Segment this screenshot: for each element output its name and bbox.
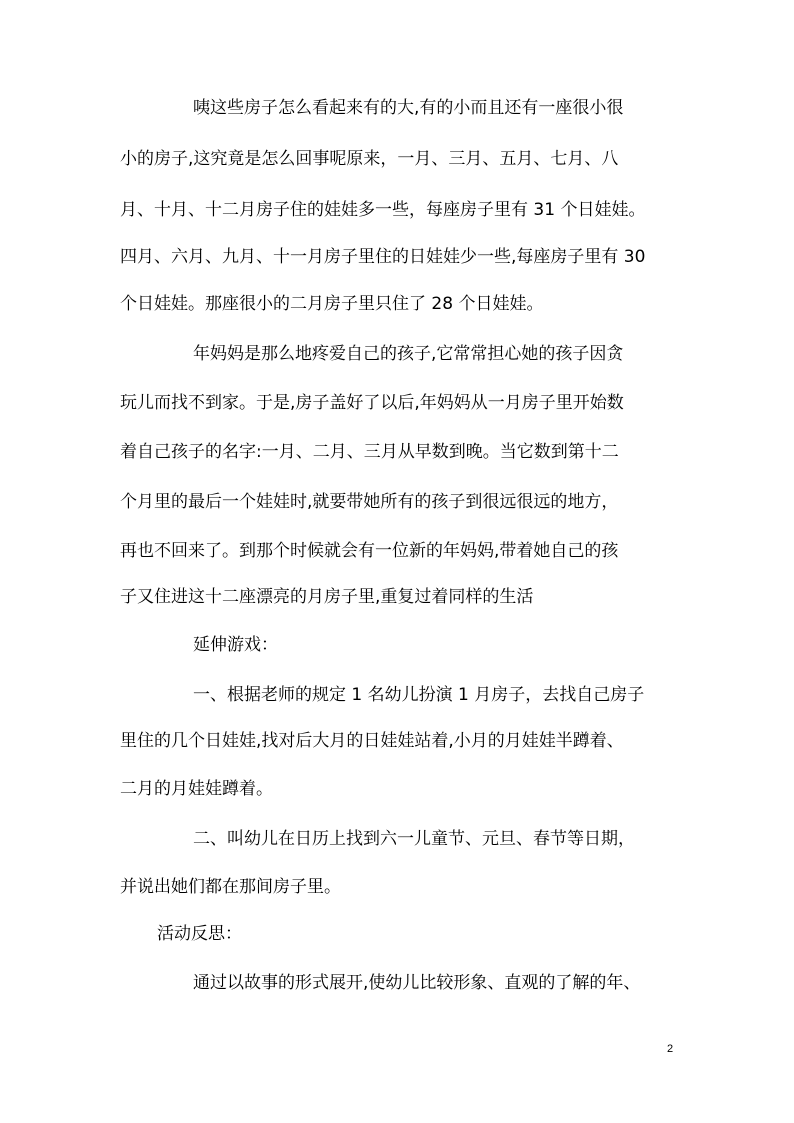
section-heading-extension: 延伸游戏： (193, 635, 278, 655)
paragraph-line: 子又住进这十二座漂亮的月房子里,重复过着同样的生活 (120, 587, 534, 607)
paragraph-line: 咦这些房子怎么看起来有的大,有的小而且还有一座很小很 (193, 98, 624, 118)
paragraph-line: 一、根据老师的规定 1 名幼儿扮演 1 月房子，去找自己房子 (193, 685, 645, 705)
paragraph-line: 玩儿而找不到家。于是,房子盖好了以后,年妈妈从一月房子里开始数 (120, 393, 624, 413)
paragraph-line: 通过以故事的形式展开,使幼儿比较形象、直观的了解的年、 (193, 973, 641, 993)
paragraph-line: 年妈妈是那么地疼爱自己的孩子,它常常担心她的孩子因贪 (193, 344, 624, 364)
paragraph-line: 月、十月、十二月房子住的娃娃多一些，每座房子里有 31 个日娃娃。 (120, 200, 646, 220)
paragraph-line: 着自己孩子的名字:一月、二月、三月从早数到晚。当它数到第十二 (120, 442, 619, 462)
paragraph-line: 小的房子,这究竟是怎么回事呢原来，一月、三月、五月、七月、八 (120, 149, 619, 169)
paragraph-line: 个月里的最后一个娃娃时,就要带她所有的孩子到很远很远的地方， (120, 492, 619, 512)
paragraph-line: 再也不回来了。到那个时候就会有一位新的年妈妈,带着她自己的孩 (120, 541, 619, 561)
paragraph-line: 里住的几个日娃娃,找对后大月的日娃娃站着,小月的月娃娃半蹲着、 (120, 731, 624, 751)
paragraph-line: 并说出她们都在那间房子里。 (120, 877, 341, 897)
paragraph-line: 四月、六月、九月、十一月房子里住的日娃娃少一些,每座房子里有 30 (120, 247, 646, 267)
page-number: 2 (667, 1043, 674, 1055)
paragraph-line: 个日娃娃。那座很小的二月房子里只住了 28 个日娃娃。 (120, 294, 544, 314)
section-heading-reflection: 活动反思： (157, 924, 242, 944)
paragraph-line: 二月的月娃娃蹲着。 (120, 779, 273, 799)
paragraph-line: 二、叫幼儿在日历上找到六一儿童节、元旦、春节等日期， (193, 829, 635, 849)
